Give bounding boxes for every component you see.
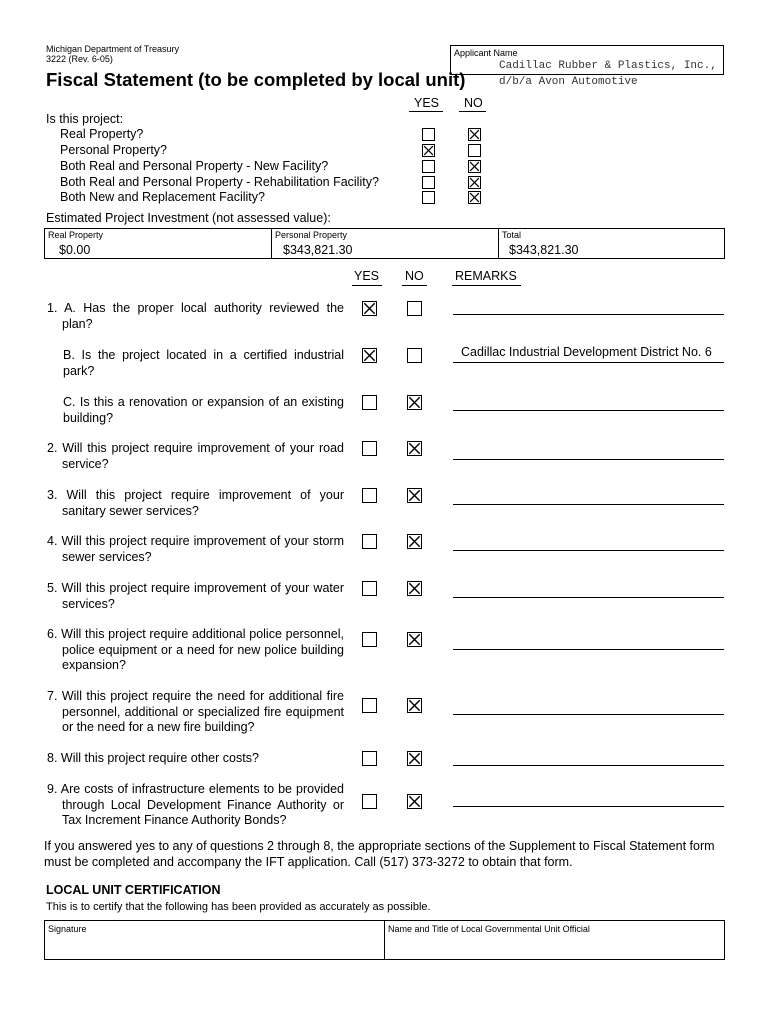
questions-yes-header: YES xyxy=(354,269,380,283)
project-type-yes-checkbox[interactable] xyxy=(422,191,435,204)
remark-field[interactable] xyxy=(453,362,724,363)
remark-field[interactable] xyxy=(453,806,724,807)
project-type-no-checkbox[interactable] xyxy=(468,191,481,204)
applicant-name-line1: Cadillac Rubber & Plastics, Inc., xyxy=(499,60,717,72)
remark-field[interactable] xyxy=(453,504,724,505)
question-text: 9. Are costs of infrastructure elements to be provided through Local Development Finance Authority or Tax Increment Finance Authority Bonds? xyxy=(47,782,344,827)
question-yes-checkbox[interactable] xyxy=(362,794,377,809)
remark-field[interactable] xyxy=(453,765,724,766)
question-no-checkbox[interactable] xyxy=(407,534,422,549)
question-no-checkbox[interactable] xyxy=(407,395,422,410)
signature-label: Signature xyxy=(48,924,87,934)
question-yes-checkbox[interactable] xyxy=(362,632,377,647)
project-yes-header: YES xyxy=(414,96,440,110)
project-type-label: Both Real and Personal Property - New Facility? xyxy=(60,159,329,173)
official-name-label: Name and Title of Local Governmental Unit Official xyxy=(388,924,590,934)
remarks-underline xyxy=(452,285,521,286)
investment-table xyxy=(44,228,725,259)
total-label: Total xyxy=(502,230,522,240)
total-value[interactable]: $343,821.30 xyxy=(509,243,579,257)
question-no-checkbox[interactable] xyxy=(407,488,422,503)
real-property-value[interactable]: $0.00 xyxy=(59,243,91,257)
real-property-label: Real Property xyxy=(48,230,104,240)
questions-no-header: NO xyxy=(405,269,424,283)
project-no-header: NO xyxy=(464,96,483,110)
project-type-no-checkbox[interactable] xyxy=(468,160,481,173)
applicant-name-line2: d/b/a Avon Automotive xyxy=(499,76,638,88)
form-number: 3222 (Rev. 6-05) xyxy=(46,54,113,64)
remark-field[interactable] xyxy=(453,314,724,315)
remark-field[interactable] xyxy=(453,714,724,715)
question-text: 1. A. Has the proper local authority reviewed the plan? xyxy=(47,301,344,331)
no-underline xyxy=(459,111,486,112)
signature-field[interactable] xyxy=(45,934,383,959)
project-type-yes-checkbox[interactable] xyxy=(422,176,435,189)
question-text: 8. Will this project require other costs? xyxy=(47,751,259,765)
project-type-yes-checkbox[interactable] xyxy=(422,128,435,141)
question-no-checkbox[interactable] xyxy=(407,794,422,809)
question-yes-checkbox[interactable] xyxy=(362,301,377,316)
question-no-checkbox[interactable] xyxy=(407,441,422,456)
personal-property-label: Personal Property xyxy=(275,230,348,240)
project-type-label: Both New and Replacement Facility? xyxy=(60,190,265,204)
question-text: 6. Will this project require additional police personnel, police equipment or a need for new police building expansion? xyxy=(47,627,344,672)
project-type-label: Real Property? xyxy=(60,127,144,141)
question-text: 4. Will this project require improvement of your storm sewer services? xyxy=(47,534,344,564)
certification-heading: LOCAL UNIT CERTIFICATION xyxy=(46,883,221,897)
official-name-field[interactable] xyxy=(386,934,724,959)
remark-field[interactable] xyxy=(453,649,724,650)
question-text: 2. Will this project require improvement of your road service? xyxy=(47,441,344,471)
project-type-no-checkbox[interactable] xyxy=(468,176,481,189)
remark-field[interactable] xyxy=(453,597,724,598)
certification-statement: This is to certify that the following has been provided as accurately as possible. xyxy=(46,901,431,913)
remark-field[interactable] xyxy=(453,459,724,460)
question-yes-checkbox[interactable] xyxy=(362,348,377,363)
question-text: 3. Will this project require improvement of your sanitary sewer services? xyxy=(47,488,344,518)
question-text: 5. Will this project require improvement of your water services? xyxy=(47,581,344,611)
project-type-no-checkbox[interactable] xyxy=(468,128,481,141)
department-name: Michigan Department of Treasury xyxy=(46,44,180,54)
project-intro: Is this project: xyxy=(46,112,124,126)
project-type-yes-checkbox[interactable] xyxy=(422,160,435,173)
project-type-yes-checkbox[interactable] xyxy=(422,144,435,157)
q-yes-underline xyxy=(352,285,382,286)
investment-heading: Estimated Project Investment (not assessed value): xyxy=(46,211,331,225)
remark-field[interactable] xyxy=(453,550,724,551)
question-yes-checkbox[interactable] xyxy=(362,534,377,549)
question-yes-checkbox[interactable] xyxy=(362,581,377,596)
personal-property-value[interactable]: $343,821.30 xyxy=(283,243,353,257)
question-yes-checkbox[interactable] xyxy=(362,441,377,456)
question-no-checkbox[interactable] xyxy=(407,348,422,363)
question-no-checkbox[interactable] xyxy=(407,301,422,316)
question-text: B. Is the project located in a certified industrial park? xyxy=(63,348,344,378)
project-type-label: Both Real and Personal Property - Rehabilitation Facility? xyxy=(60,175,379,189)
question-text: 7. Will this project require the need for additional fire personnel, additional or specialized fire equipment or the need for a new fire building? xyxy=(47,689,344,734)
certification-divider xyxy=(384,920,385,960)
project-type-label: Personal Property? xyxy=(60,143,168,157)
investment-divider-2 xyxy=(498,228,499,259)
question-text: C. Is this a renovation or expansion of an existing building? xyxy=(63,395,344,425)
question-remark-text: Cadillac Industrial Development District No. 6 xyxy=(461,345,712,359)
yes-underline xyxy=(409,111,443,112)
investment-divider-1 xyxy=(271,228,272,259)
question-yes-checkbox[interactable] xyxy=(362,698,377,713)
page-title: Fiscal Statement (to be completed by local unit) xyxy=(46,69,466,90)
project-type-no-checkbox[interactable] xyxy=(468,144,481,157)
question-no-checkbox[interactable] xyxy=(407,581,422,596)
remarks-header: REMARKS xyxy=(455,269,517,283)
instructions-note: If you answered yes to any of questions 2 through 8, the appropriate sections of the Supplement to Fiscal Statement form must be completed and accompany the IFT application. Call (517) 373-3272 to obtain that form. xyxy=(44,839,715,869)
q-no-underline xyxy=(402,285,427,286)
question-yes-checkbox[interactable] xyxy=(362,488,377,503)
question-yes-checkbox[interactable] xyxy=(362,395,377,410)
question-no-checkbox[interactable] xyxy=(407,751,422,766)
question-no-checkbox[interactable] xyxy=(407,632,422,647)
question-no-checkbox[interactable] xyxy=(407,698,422,713)
question-yes-checkbox[interactable] xyxy=(362,751,377,766)
remark-field[interactable] xyxy=(453,410,724,411)
applicant-name-label: Applicant Name xyxy=(454,48,518,58)
